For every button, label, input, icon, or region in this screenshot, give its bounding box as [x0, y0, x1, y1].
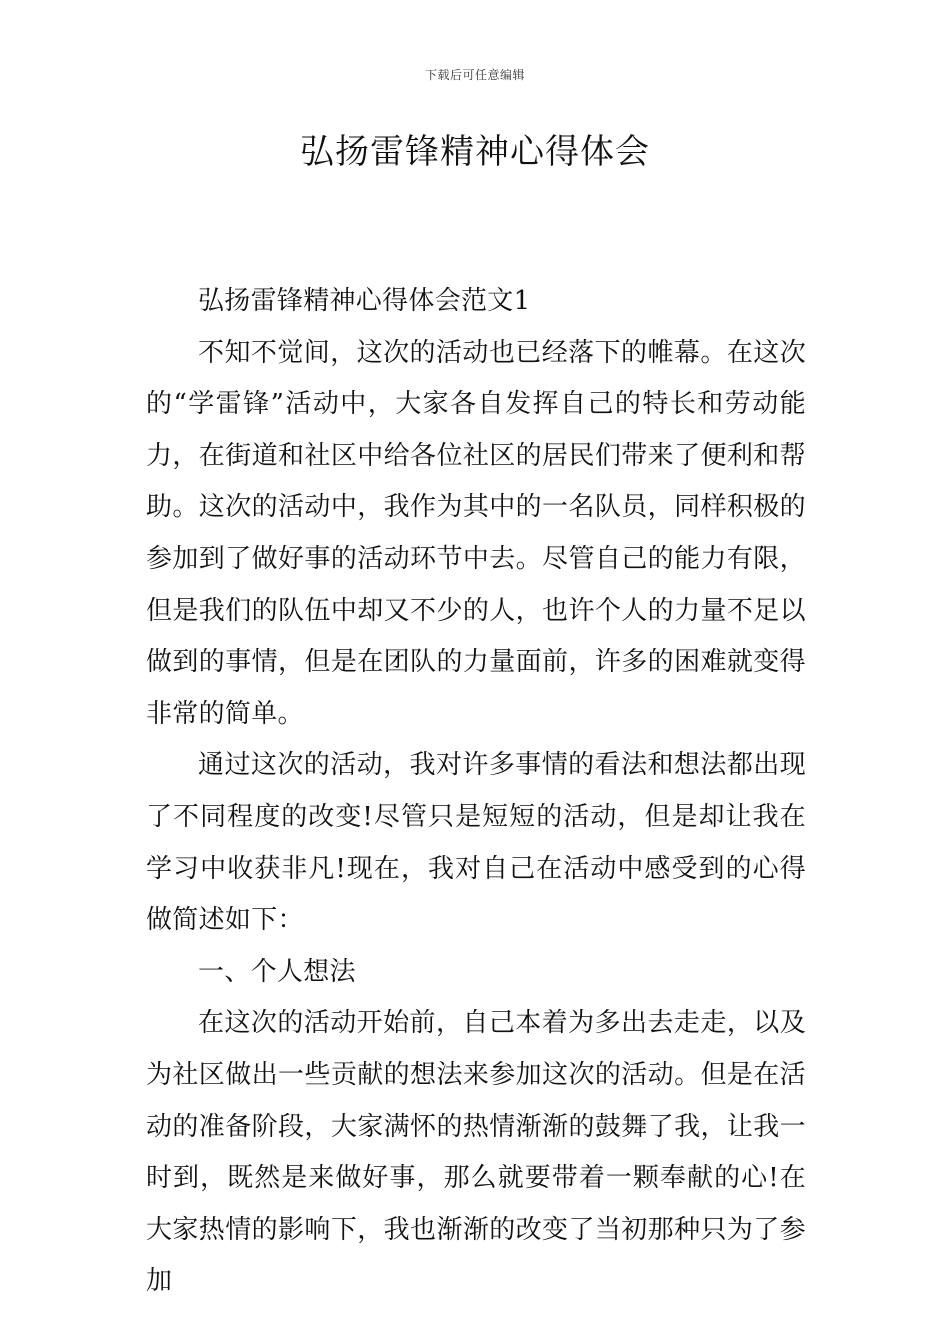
paragraph: 不知不觉间，这次的活动也已经落下的帷幕。在这次的“学雷锋”活动中，大家各自发挥自己的特长和劳动能力，在街道和社区中给各位社区的居民们带来了便利和帮助。这次的活动中，我作为其中的一名队员，同样积极的参加到了做好事的活动环节中去。尽管自己的能力有限，但是我们的队伍中却又不少的人，也许个人的力量不足以做到的事情，但是在团队的力量面前，许多的困难就变得非常的简单。 [146, 337, 806, 729]
paragraph: 在这次的活动开始前，自己本着为多出去走走，以及为社区做出一些贡献的想法来参加这次的活动。但是在活动的准备阶段，大家满怀的热情渐渐的鼓舞了我，让我一时到，既然是来做好事，那么就要带着一颗奉献的心!在大家热情的影响下，我也渐渐的改变了当初那种只为了参加 [146, 1008, 806, 1297]
document-title: 弘扬雷锋精神心得体会 [300, 132, 650, 172]
document-body [146, 276, 806, 1308]
paragraph: 通过这次的活动，我对许多事情的看法和想法都出现了不同程度的改变!尽管只是短短的活动，但是却让我在学习中收获非凡!现在，我对自己在活动中感受到的心得做简述如下： [146, 750, 806, 936]
section-heading: 弘扬雷锋精神心得体会范文1 [198, 286, 531, 316]
header-note: 下载后可任意编辑 [424, 68, 525, 82]
subsection-heading: 一、个人想法 [198, 956, 356, 987]
